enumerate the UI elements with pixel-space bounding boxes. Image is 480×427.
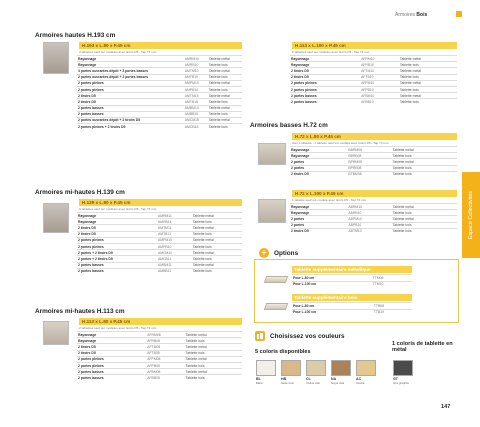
row-label: Rayonnage — [290, 147, 347, 153]
row-desc: Tablette bois — [192, 243, 242, 249]
row-label: Rayonnage — [77, 56, 184, 62]
row-label: 2 tiroirs D5 — [77, 344, 146, 350]
row-label: 2 portes pleines — [290, 80, 360, 86]
row-label: Rayonnage — [290, 153, 347, 159]
row-code: AMCM11 — [157, 250, 192, 256]
row-desc: Tablette métal — [185, 356, 243, 362]
row-code: AFRB08 — [146, 338, 184, 344]
row-desc: Tablette métal — [399, 56, 457, 62]
swatch-code: NA — [331, 377, 337, 381]
row-desc: Tablette métal — [399, 68, 457, 74]
row-label: 2 tiroirs D5 — [290, 228, 347, 234]
row-label: 2 portes + 2 tiroirs D5 — [77, 250, 157, 256]
row-label: 2 portes pleines — [77, 362, 146, 368]
row-desc: Tablette métal — [392, 204, 457, 210]
row-desc: Tablette bois — [399, 74, 457, 80]
row-code: AMPB10 — [184, 86, 208, 92]
row-label: Rayonnage — [290, 62, 360, 68]
swatch-name: Chêne clair — [306, 381, 321, 385]
row-label: 2 portes pleines — [77, 86, 184, 92]
row-desc: Tablette métal — [208, 68, 242, 74]
table-row — [77, 268, 242, 274]
row-desc: Tablette bois — [185, 338, 243, 344]
row-desc: Tablette bois — [399, 86, 457, 92]
swatch-name: Hêtre bois — [281, 381, 294, 385]
product-desc: 2 tablettes sauf sur modèles avec tiroirs D5 - Tap 74 mm — [79, 326, 157, 330]
option-row — [292, 281, 412, 287]
product-desc: 2 tablettes sauf sur modèles avec tiroirs D5 - Tap 74 mm — [292, 50, 370, 54]
row-code: AMTM11 — [157, 225, 192, 231]
color-swatch — [306, 360, 326, 376]
option-code: TTB08 — [373, 303, 412, 310]
row-code: AFTM08 — [146, 344, 184, 350]
product-title: H.193 x L.80 x P.45 cm — [79, 42, 242, 49]
row-desc: Tablette bois — [208, 111, 242, 117]
row-label: 2 portes basses — [77, 268, 157, 274]
row-code: ABRB10 — [347, 210, 391, 216]
row-desc: Tablette métal — [208, 80, 242, 86]
colors-left-label: 5 coloris disponibles — [255, 349, 311, 355]
row-label: 2 portes pleines — [77, 80, 184, 86]
row-code: AMBM10 — [184, 105, 208, 111]
row-label: 3 portes ouvrantes dépôt + 3 portes basses — [77, 68, 184, 74]
row-code: ABTM10 — [347, 228, 391, 234]
row-desc: Tablette bois — [208, 74, 242, 80]
product-table — [290, 55, 457, 105]
product-desc: dont 1 tablette - 1 tablette sauf sur modèle avec tiroirs D5 - Tap 74 mm — [292, 141, 389, 145]
row-code: AMTM15 — [184, 93, 208, 99]
color-swatch — [331, 360, 351, 376]
row-desc: Tablette bois — [185, 350, 243, 356]
row-code: AMBM11 — [157, 262, 192, 268]
row-code: AFTB08 — [146, 350, 184, 356]
row-label: 2 portes basses — [77, 111, 184, 117]
row-code: AFTB10 — [360, 74, 399, 80]
swatch-name: Acacia — [356, 381, 365, 385]
row-code: ABPM10 — [347, 216, 391, 222]
row-label: 2 portes — [290, 216, 347, 222]
row-label: 2 portes ouvrantes dépôt + 2 portes basses — [77, 74, 184, 80]
row-desc: Tablette bois — [192, 231, 242, 237]
table-row — [290, 228, 457, 234]
row-code: AFBB08 — [146, 375, 184, 381]
row-desc: Tablette bois — [392, 171, 457, 177]
row-label: 2 tiroirs D5 — [290, 171, 347, 177]
row-label: 2 portes pleines — [77, 243, 157, 249]
header-marker — [456, 11, 462, 17]
row-code: AMTB15 — [184, 99, 208, 105]
product-table — [290, 203, 457, 234]
row-desc: Tablette bois — [192, 256, 242, 262]
swatch-name: Noyer clair — [331, 381, 345, 385]
row-desc: Tablette métal — [208, 117, 242, 123]
cabinet-image-193 — [43, 42, 69, 74]
row-desc: Tablette métal — [192, 213, 242, 219]
row-code: AFPM10 — [360, 80, 399, 86]
row-desc: Tablette bois — [392, 228, 457, 234]
option-title: Tablette supplémentaire bois — [292, 294, 412, 301]
row-code: AFRM10 — [360, 56, 399, 62]
color-swatch — [393, 360, 413, 376]
row-label: Rayonnage — [290, 204, 347, 210]
row-desc: Tablette bois — [392, 165, 457, 171]
header-text: Armoires — [395, 12, 417, 18]
row-desc: Tablette bois — [208, 99, 242, 105]
option-code: TTB10 — [373, 309, 412, 315]
row-code: AMCB11 — [157, 256, 192, 262]
row-code: AMRB10 — [184, 62, 208, 68]
option-size: Pour L.100 cm — [292, 281, 372, 287]
row-label: 2 portes basses — [77, 262, 157, 268]
table-row — [77, 124, 242, 130]
row-code: AFBM10 — [360, 93, 399, 99]
product-title: H.113 x L.80 x P.45 cm — [79, 318, 242, 325]
color-swatch — [281, 360, 301, 376]
row-desc: Tablette métal — [392, 216, 457, 222]
option-table — [292, 274, 412, 287]
row-desc: Tablette métal — [208, 56, 242, 62]
page-number: 147 — [441, 404, 451, 410]
option-title: Tablette supplémentaire métallique — [292, 266, 412, 273]
palette-icon — [255, 331, 265, 341]
row-desc: Tablette bois — [208, 124, 242, 130]
swatch-code: HB — [281, 377, 287, 381]
table-row — [77, 375, 242, 381]
row-label: 2 portes basses — [290, 93, 360, 99]
row-label: 2 portes — [290, 159, 347, 165]
row-code: AMBB10 — [184, 111, 208, 117]
row-desc: Tablette métal — [192, 225, 242, 231]
row-code: AFPB10 — [360, 86, 399, 92]
product-title: H.72 x L.80 x P.45 cm — [292, 133, 457, 140]
table-row — [290, 99, 457, 105]
option-row — [292, 275, 412, 282]
row-desc: Tablette bois — [399, 62, 457, 68]
row-code: BBRM08 — [347, 147, 391, 153]
row-label: 2 portes — [290, 222, 347, 228]
row-code: BPRB08 — [347, 165, 391, 171]
row-desc: Tablette métal — [392, 159, 457, 165]
row-desc: Tablette bois — [208, 86, 242, 92]
row-label: 2 portes basses — [77, 369, 146, 375]
colors-right-label: 1 coloris de tablette en métal — [392, 341, 453, 353]
option-size: Pour L.80 cm — [292, 303, 373, 310]
row-label: 2 portes pleines — [77, 237, 157, 243]
row-desc: Tablette métal — [192, 237, 242, 243]
row-label: Rayonnage — [77, 338, 146, 344]
swatch-code: GT — [393, 377, 398, 381]
option-row — [292, 309, 412, 315]
swatch-code: AC — [356, 377, 362, 381]
row-code: AMTB11 — [157, 231, 192, 237]
product-desc: 3 tablettes sauf sur modèles avec tiroirs D5 - Tap 74 mm — [79, 207, 157, 211]
product-table — [290, 146, 457, 177]
row-desc: Tablette métal — [392, 147, 457, 153]
colors-title: Choisissez vos couleurs — [270, 333, 345, 340]
row-code: ABRM10 — [347, 204, 391, 210]
section-title-mi-hautes-139: Armoires mi-hautes H.139 cm — [35, 189, 125, 196]
cabinet-image-72a — [258, 143, 286, 165]
row-code: AMCB15 — [184, 124, 208, 130]
row-desc: Tablette bois — [185, 362, 243, 368]
row-label: Rayonnage — [77, 219, 157, 225]
row-code: AMBB11 — [157, 268, 192, 274]
row-label: Rayonnage — [77, 62, 184, 68]
row-label: 2 portes pleines + 2 tiroirs D5 — [77, 124, 184, 130]
row-label: 2 tiroirs D5 — [290, 68, 360, 74]
side-tab-label: Espace Collectivités — [468, 190, 474, 240]
row-code: AFTM10 — [360, 68, 399, 74]
row-code: AMPM10 — [157, 237, 192, 243]
row-desc: Tablette bois — [392, 222, 457, 228]
section-title-mi-hautes-113: Armoires mi-hautes H.113 cm — [35, 308, 125, 315]
swatch-code: BL — [256, 377, 261, 381]
row-desc: Tablette métal — [185, 332, 243, 338]
row-code: AMPB10 — [157, 243, 192, 249]
color-swatch — [356, 360, 376, 376]
table-row — [290, 171, 457, 177]
row-code: AMPM10 — [184, 80, 208, 86]
row-label: 2 portes basses — [77, 375, 146, 381]
row-code: BPRM08 — [347, 159, 391, 165]
product-table — [77, 212, 242, 274]
row-desc: Tablette métal — [192, 250, 242, 256]
option-row — [292, 303, 412, 310]
row-label: 2 portes basses — [290, 99, 360, 105]
row-desc: Tablette métal — [185, 369, 243, 375]
row-label: 2 portes ouvrantes dépôt + 2 tiroirs D5 — [77, 117, 184, 123]
metal-shelf-image — [264, 276, 289, 283]
row-code: AFBB10 — [360, 99, 399, 105]
row-desc: Tablette métal — [399, 93, 457, 99]
row-label: Rayonnage — [290, 56, 360, 62]
row-desc: Tablette bois — [208, 62, 242, 68]
row-label: 2 tiroirs D5 — [77, 231, 157, 237]
cabinet-image-139 — [43, 203, 69, 233]
row-label: 2 tiroirs D5 — [77, 99, 184, 105]
row-desc: Tablette bois — [192, 219, 242, 225]
row-label: Rayonnage — [77, 332, 146, 338]
options-title: Options — [274, 250, 299, 257]
row-code: AFRM08 — [146, 332, 184, 338]
cabinet-image-113 — [43, 321, 69, 345]
row-code: AMRB11 — [157, 219, 192, 225]
row-code: AFPB08 — [146, 362, 184, 368]
option-size: Pour L.80 cm — [292, 275, 372, 282]
product-title: H.113 x L.100 x P.45 cm — [292, 42, 457, 49]
color-swatch — [256, 360, 276, 376]
product-desc: 4 tablettes sauf sur modèles avec tiroirs D5 - Tap 74 mm — [79, 50, 157, 54]
row-label: 2 portes pleines — [290, 86, 360, 92]
row-code: AMRM11 — [157, 213, 192, 219]
row-code: AMTM10 — [184, 68, 208, 74]
row-desc: Tablette métal — [399, 80, 457, 86]
page-header — [395, 12, 427, 18]
row-code: AFBM08 — [146, 369, 184, 375]
row-desc: Tablette métal — [208, 105, 242, 111]
row-code: AMRM10 — [184, 56, 208, 62]
row-code: AMCM15 — [184, 117, 208, 123]
row-code: AFPM08 — [146, 356, 184, 362]
row-desc: Tablette bois — [392, 210, 457, 216]
row-desc: Tablette bois — [185, 375, 243, 381]
swatch-name: Blanc — [256, 381, 263, 385]
row-label: Rayonnage — [77, 213, 157, 219]
row-label: 2 portes — [290, 165, 347, 171]
option-code: TTM10 — [372, 281, 412, 287]
row-desc: Tablette métal — [208, 93, 242, 99]
row-code: BBRB08 — [347, 153, 391, 159]
option-table — [292, 302, 412, 315]
row-desc: Tablette métal — [185, 344, 243, 350]
row-desc: Tablette bois — [192, 268, 242, 274]
product-table — [77, 55, 242, 129]
header-bold: Bois — [416, 12, 428, 18]
row-code: ABPB10 — [347, 222, 391, 228]
side-tab — [462, 172, 480, 258]
swatch-name: Gris graphite — [393, 381, 410, 385]
swatch-code: CL — [306, 377, 311, 381]
row-label: 2 portes + 2 tiroirs D5 — [77, 256, 157, 262]
cabinet-image-72b — [258, 199, 286, 223]
row-code: AMTB10 — [184, 74, 208, 80]
row-label: 2 tiroirs D5 — [77, 225, 157, 231]
product-table — [77, 331, 242, 381]
row-code: BTBM08 — [347, 171, 391, 177]
row-label: 2 tiroirs D5 — [77, 350, 146, 356]
row-desc: Tablette métal — [192, 262, 242, 268]
wood-shelf-image — [264, 303, 289, 310]
row-code: AFRB10 — [360, 62, 399, 68]
option-size: Pour L.100 cm — [292, 309, 373, 315]
row-desc: Tablette bois — [392, 153, 457, 159]
product-title: H.72 x L.100 x P.45 cm — [292, 190, 457, 197]
section-title-hautes: Armoires hautes H.193 cm — [35, 32, 116, 39]
row-label: 2 portes pleines — [77, 356, 146, 362]
options-plus-icon: + — [259, 248, 269, 258]
row-desc: Tablette bois — [399, 99, 457, 105]
option-code: TTM08 — [372, 275, 412, 282]
row-label: 2 tiroirs D5 — [290, 74, 360, 80]
row-label: Rayonnage — [290, 210, 347, 216]
row-label: 2 portes basses — [77, 105, 184, 111]
product-title: H.139 x L.80 x P.45 cm — [79, 199, 242, 206]
section-title-basses: Armoires basses H.72 cm — [250, 122, 328, 129]
product-desc: 1 tablette sauf sur modèle avec tiroirs D5 - Tap 74 mm — [292, 198, 367, 202]
row-label: 2 tiroirs D5 — [77, 93, 184, 99]
